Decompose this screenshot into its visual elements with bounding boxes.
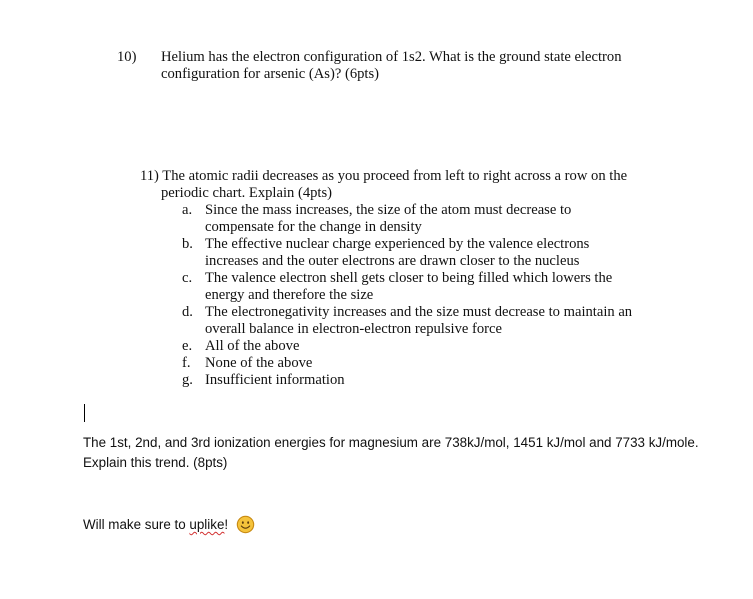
option-text-line-1: All of the above	[205, 338, 300, 354]
footer-prefix: Will make sure to	[83, 517, 190, 532]
option-text-line-1: The effective nuclear charge experienced by the valence electrons	[205, 236, 590, 252]
option-text-line-1: None of the above	[205, 355, 313, 371]
question-10-text-line-1: Helium has the electron configuration of 1s2. What is the ground state electron	[161, 49, 622, 65]
option-letter: c.	[182, 270, 193, 286]
text-cursor[interactable]	[84, 404, 85, 422]
misspelled-word[interactable]: uplike	[189, 517, 225, 532]
smiley-face-icon	[236, 515, 255, 534]
question-11-text-line-2: periodic chart. Explain (4pts)	[161, 185, 333, 201]
option-letter: e.	[182, 338, 193, 354]
option-letter: b.	[182, 236, 193, 252]
option-text-line-2: compensate for the change in density	[205, 219, 422, 235]
ionization-question-line-2: Explain this trend. (8pts)	[83, 455, 228, 470]
option-text-line-2: overall balance in electron-electron repulsive force	[205, 321, 502, 337]
option-text-line-1: The electronegativity increases and the size must decrease to maintain an	[205, 304, 633, 320]
option-text-line-2: increases and the outer electrons are drawn closer to the nucleus	[205, 253, 580, 269]
footer-suffix: !	[224, 517, 229, 532]
ionization-question-line-1: The 1st, 2nd, and 3rd ionization energies for magnesium are 738kJ/mol, 1451 kJ/mol and 7733 kJ/mole.	[83, 435, 699, 450]
question-10-text-line-2: configuration for arsenic (As)? (6pts)	[161, 66, 380, 82]
question-10-number: 10)	[117, 49, 137, 65]
option-text-line-1: Since the mass increases, the size of the atom must decrease to	[205, 202, 572, 218]
option-letter: a.	[182, 202, 193, 218]
option-letter: d.	[182, 304, 193, 320]
option-text-line-1: Insufficient information	[205, 372, 345, 388]
option-text-line-1: The valence electron shell gets closer to being filled which lowers the	[205, 270, 613, 286]
option-letter: g.	[182, 372, 193, 388]
option-letter: f.	[182, 355, 191, 371]
question-11-text-line-1: 11) The atomic radii decreases as you proceed from left to right across a row on the	[140, 168, 628, 184]
footer-note	[83, 515, 228, 535]
option-text-line-2: energy and therefore the size	[205, 287, 374, 303]
